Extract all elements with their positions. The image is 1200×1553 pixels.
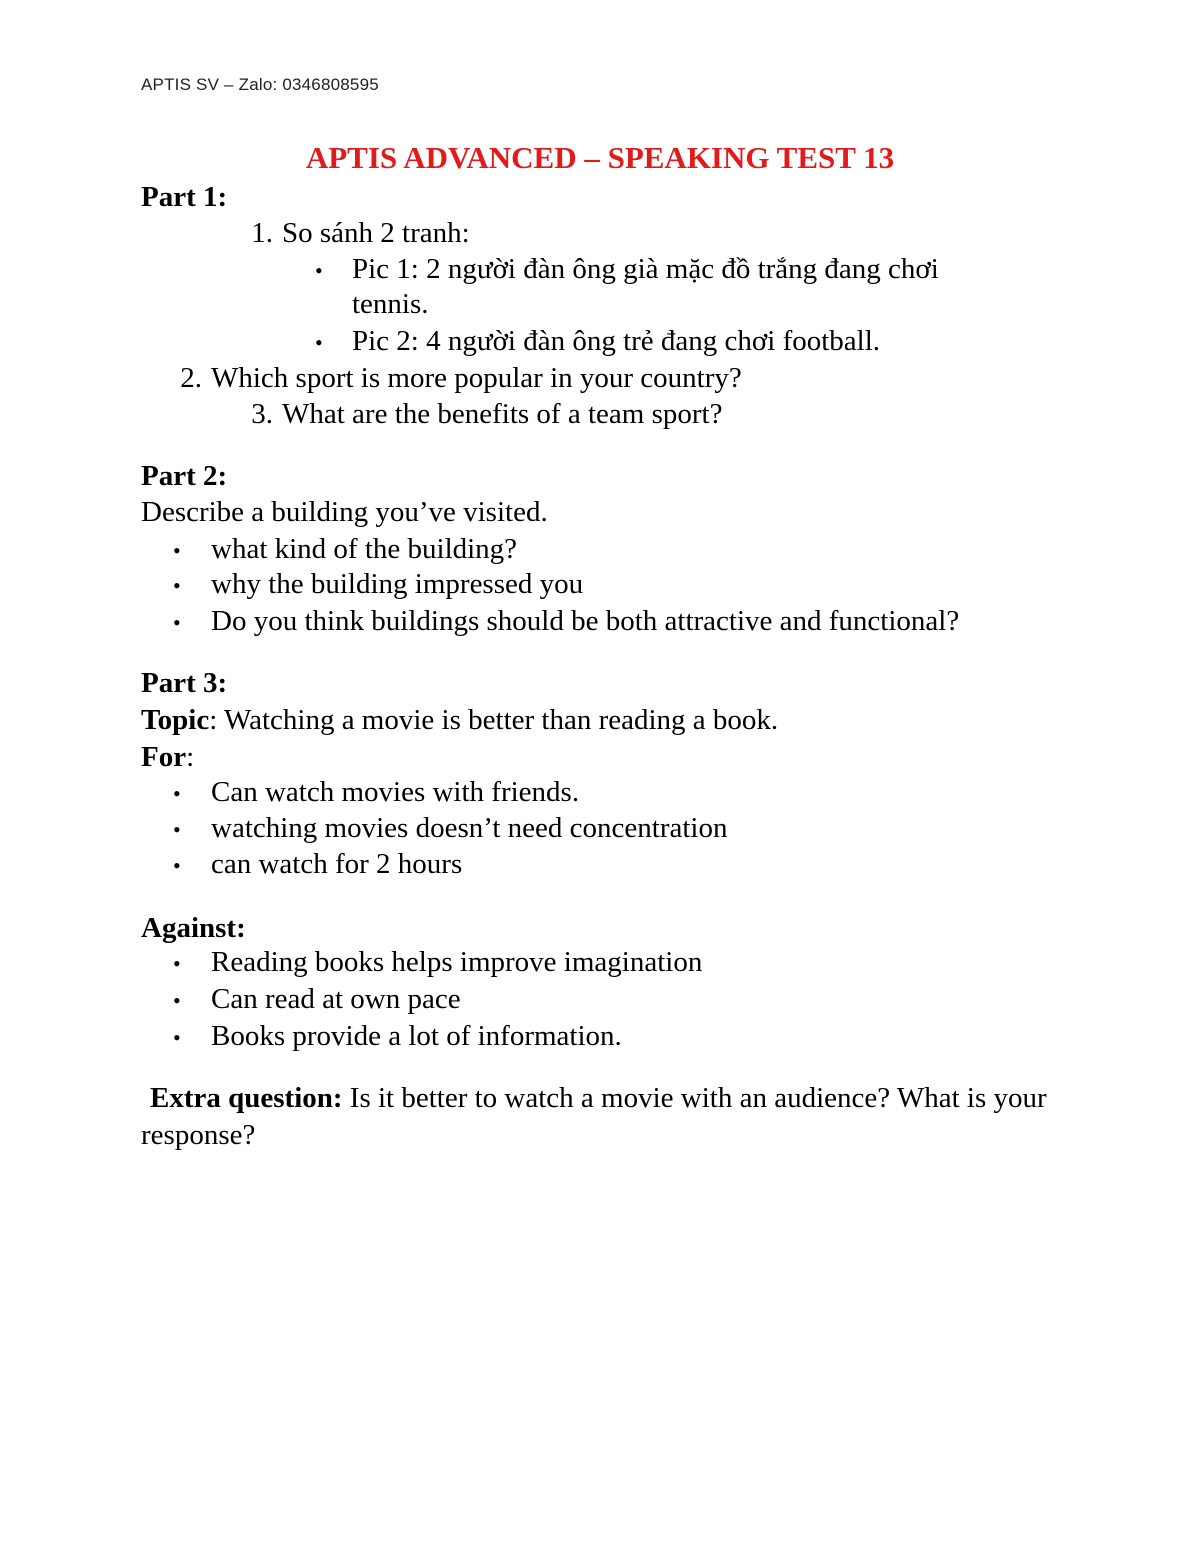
topic-text: : Watching a movie is better than reading a book. bbox=[209, 704, 779, 736]
document-title: APTIS ADVANCED – SPEAKING TEST 13 bbox=[305, 140, 895, 175]
bullet-icon: • bbox=[315, 330, 323, 355]
part1-pic1-line1: Pic 1: 2 người đàn ông già mặc đồ trắng đang chơi bbox=[352, 253, 939, 285]
bullet-icon: • bbox=[173, 573, 181, 598]
bullet-icon: • bbox=[173, 988, 181, 1013]
bullet-icon: • bbox=[173, 1025, 181, 1050]
part1-q3-text: What are the benefits of a team sport? bbox=[282, 398, 723, 430]
part1-q1-number: 1. bbox=[251, 217, 273, 249]
part2-prompt: Describe a building you’ve visited. bbox=[141, 496, 548, 528]
bullet-icon: • bbox=[173, 853, 181, 878]
part1-q1-text: So sánh 2 tranh: bbox=[282, 217, 470, 249]
part1-heading: Part 1: bbox=[141, 181, 228, 213]
bullet-icon: • bbox=[173, 538, 181, 563]
part3-against-heading: Against: bbox=[141, 912, 246, 944]
part1-pic1-line2: tennis. bbox=[352, 288, 429, 320]
part1-q2-text: Which sport is more popular in your country? bbox=[211, 362, 742, 394]
part3-topic bbox=[141, 702, 778, 738]
part2-bullet-3: Do you think buildings should be both attractive and functional? bbox=[211, 605, 960, 637]
against-item-1: Reading books helps improve imagination bbox=[211, 946, 703, 978]
part2-bullet-2: why the building impressed you bbox=[211, 568, 584, 600]
part1-q3-number: 3. bbox=[251, 398, 273, 430]
for-label: For bbox=[141, 741, 187, 773]
part1-pic2: Pic 2: 4 người đàn ông trẻ đang chơi football. bbox=[352, 325, 881, 357]
bullet-icon: • bbox=[315, 258, 323, 283]
bullet-icon: • bbox=[173, 951, 181, 976]
extra-question-text: Is it better to watch a movie with an audience? What is your bbox=[342, 1082, 1047, 1114]
extra-question-label: Extra question: bbox=[150, 1082, 343, 1114]
bullet-icon: • bbox=[173, 610, 181, 635]
bullet-icon: • bbox=[173, 817, 181, 842]
against-item-2: Can read at own pace bbox=[211, 983, 461, 1015]
for-item-2: watching movies doesn’t need concentration bbox=[211, 812, 728, 844]
bullet-icon: • bbox=[173, 781, 181, 806]
page-header: APTIS SV – Zalo: 0346808595 bbox=[141, 75, 379, 94]
extra-question-line2: response? bbox=[141, 1119, 256, 1151]
extra-question-line1 bbox=[150, 1080, 1047, 1116]
against-item-3: Books provide a lot of information. bbox=[211, 1020, 622, 1052]
topic-label: Topic bbox=[141, 704, 210, 736]
part3-heading: Part 3: bbox=[141, 667, 228, 699]
part2-bullet-1: what kind of the building? bbox=[211, 533, 518, 565]
for-item-1: Can watch movies with friends. bbox=[211, 776, 580, 808]
part1-q2-number: 2. bbox=[180, 362, 202, 394]
for-colon: : bbox=[186, 741, 195, 773]
part2-heading: Part 2: bbox=[141, 460, 228, 492]
part3-for-heading bbox=[141, 739, 194, 775]
for-item-3: can watch for 2 hours bbox=[211, 848, 463, 880]
